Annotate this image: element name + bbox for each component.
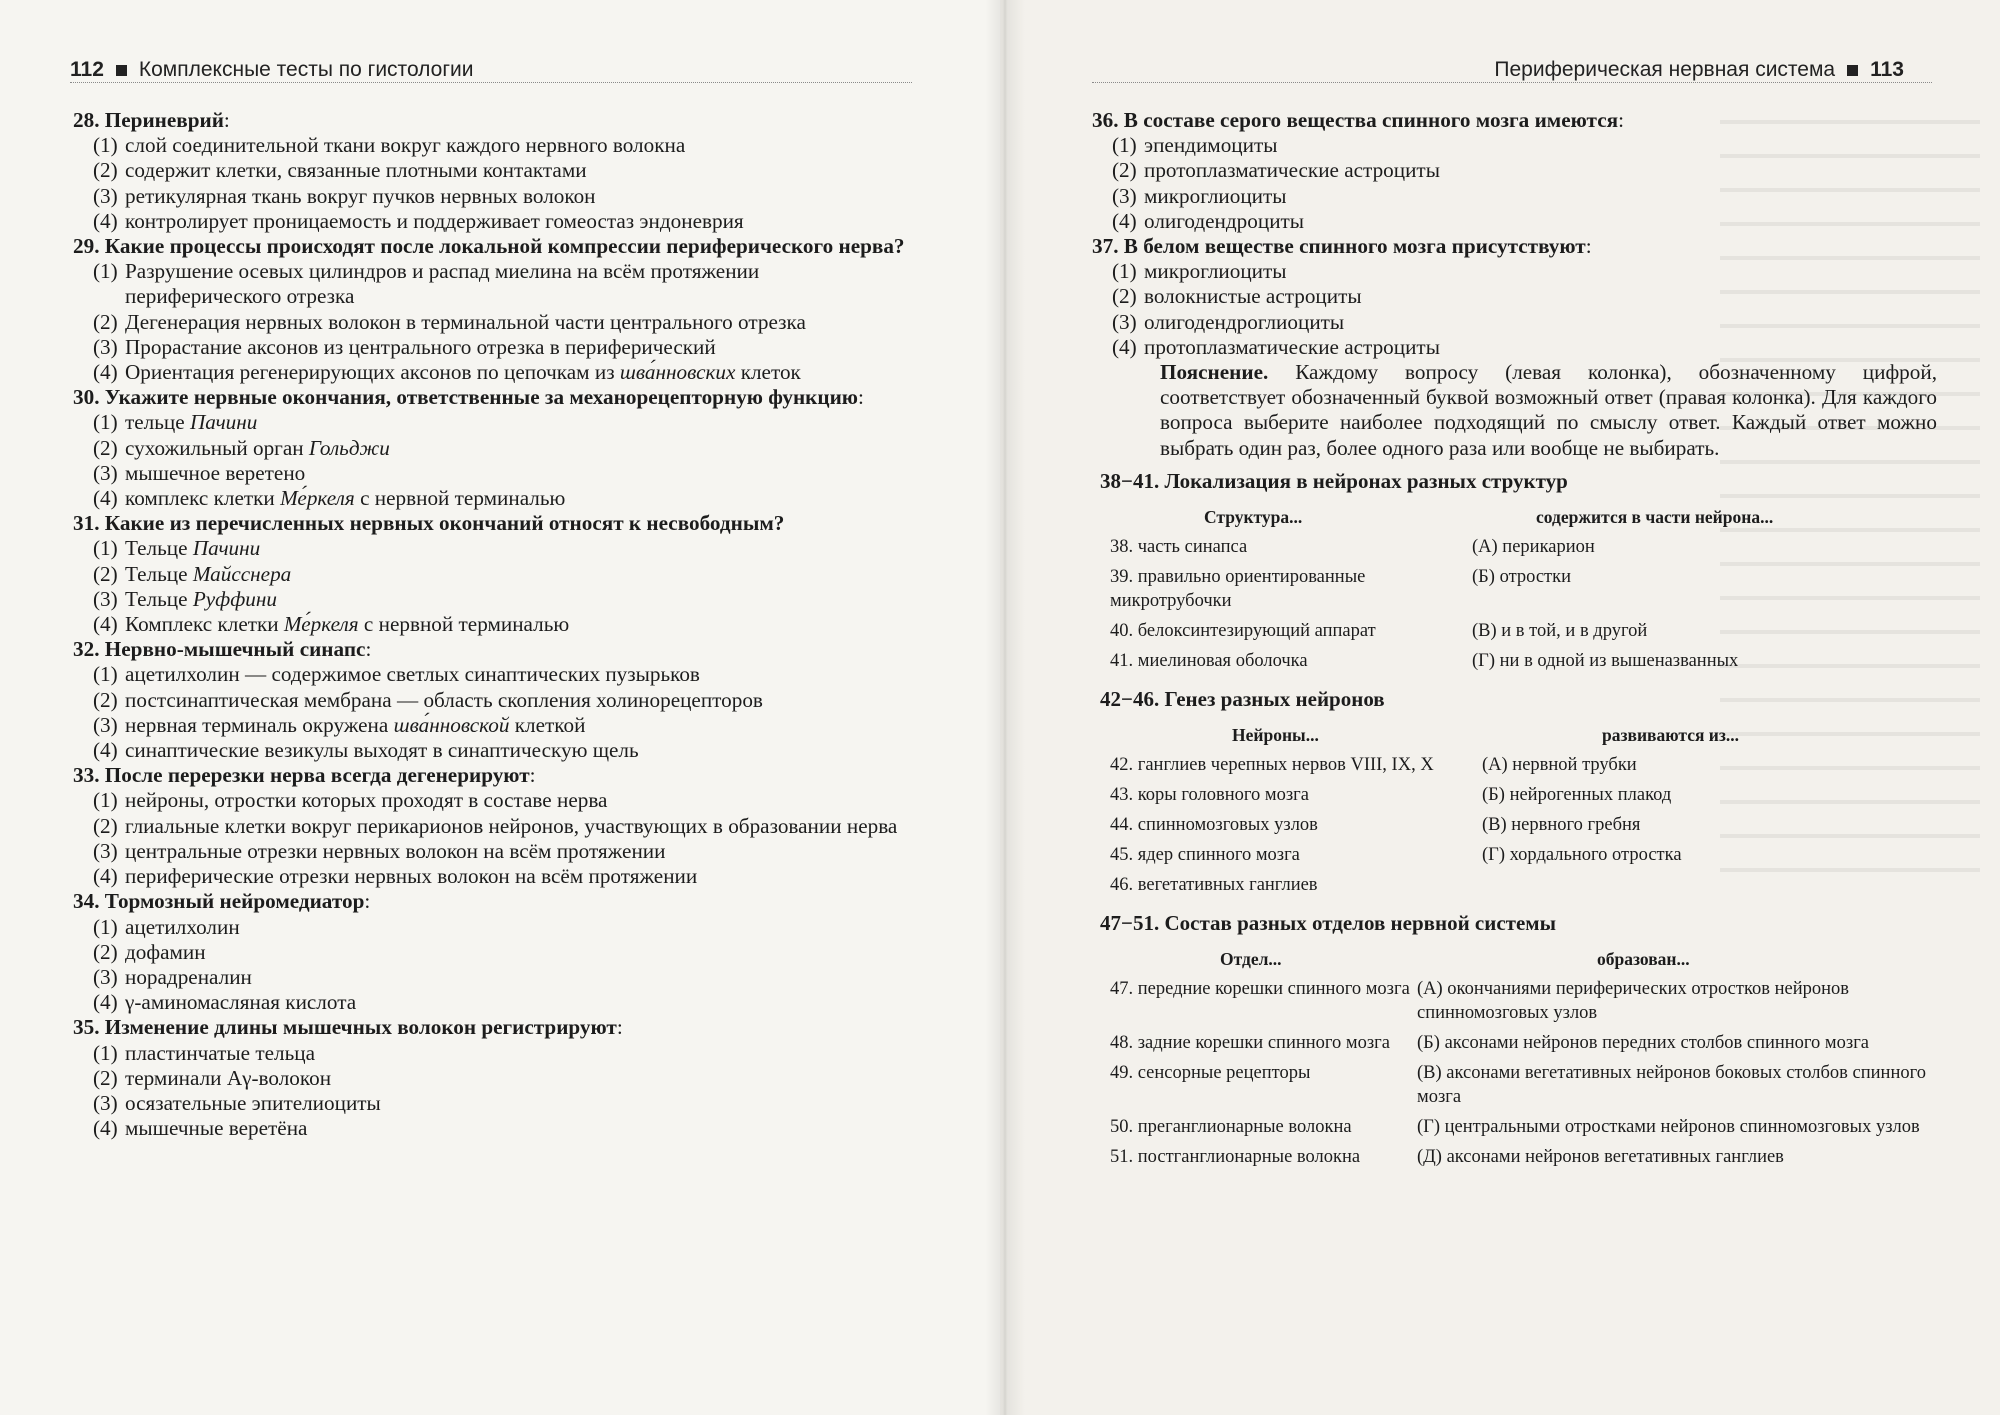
- option-text: олигодендроциты: [1144, 208, 1305, 233]
- matching-answer: (В) аксонами вегетативных нейронов боковых столбов спинного мозга: [1417, 1062, 1926, 1107]
- option-number: (3): [93, 838, 118, 863]
- answer-option: [73, 662, 913, 687]
- question-text: Изменение длины мышечных волокон регистрируют: [104, 1015, 617, 1040]
- option-text: мышечное веретено: [125, 460, 306, 485]
- option-text: осязательные эпителиоциты: [125, 1090, 381, 1115]
- left-page-number: 112: [70, 58, 104, 81]
- matching-item: 44. спинномозговых узлов: [1110, 814, 1318, 835]
- question-text: Какие процессы происходят после локальной компрессии периферического нерва?: [104, 234, 905, 259]
- question-text: Периневрий: [104, 108, 224, 132]
- option-number: (1): [93, 410, 118, 435]
- answer-option: [73, 335, 913, 360]
- option-text: Разрушение осевых цилиндров и распад миелина на всём протяжении периферического отрезка: [125, 259, 760, 309]
- question-text: В белом веществе спинного мозга присутствуют: [1123, 234, 1586, 259]
- matching-row: [1092, 649, 1937, 673]
- answer-option: [73, 158, 913, 183]
- right-question-column: [1092, 108, 1937, 1175]
- answer-option: [73, 259, 913, 309]
- option-number: (2): [93, 158, 118, 183]
- option-text: нервная терминаль окружена: [125, 712, 394, 737]
- answer-option: [73, 788, 913, 813]
- option-number: (4): [93, 738, 118, 763]
- question-number: 32.: [73, 637, 105, 662]
- question-number: 37.: [1092, 234, 1124, 259]
- option-text: Комплекс клетки: [125, 612, 284, 637]
- answer-option: [73, 1066, 913, 1091]
- matching-left-header: Структура...: [1204, 506, 1303, 527]
- matching-right-header: содержится в части нейрона...: [1536, 506, 1774, 527]
- option-text: ацетилхолин — содержимое светлых синаптических пузырьков: [125, 662, 700, 687]
- option-number: (1): [93, 788, 118, 813]
- matching-answer: (Д) аксонами нейронов вегетативных ганглиев: [1417, 1146, 1784, 1167]
- matching-answer: (Г) ни в одной из вышеназванных: [1472, 650, 1739, 671]
- matching-column-headers: [1092, 723, 1937, 747]
- answer-option: [73, 738, 913, 763]
- option-text: волокнистые астроциты: [1144, 284, 1362, 309]
- matching-left-header: Нейроны...: [1232, 724, 1319, 745]
- answer-option: [73, 688, 913, 713]
- question-text: Нервно-мышечный синапс: [104, 637, 366, 662]
- matching-row: [1092, 873, 1937, 897]
- option-number: (1): [93, 133, 118, 158]
- option-number: (2): [1112, 158, 1137, 183]
- answer-option: [73, 940, 913, 965]
- matching-item: 49. сенсорные рецепторы: [1110, 1062, 1311, 1083]
- option-number: (1): [1112, 133, 1137, 158]
- matching-answer: [1482, 873, 1937, 897]
- question-number: 33.: [73, 763, 105, 788]
- option-text: синаптические везикулы выходят в синаптическую щель: [125, 738, 639, 763]
- answer-option: [73, 1041, 913, 1066]
- matching-row: [1092, 535, 1937, 559]
- matching-item: 51. постганглионарные волокна: [1110, 1146, 1361, 1167]
- matching-title: 38−41. Локализация в нейронах разных структур: [1100, 468, 1568, 493]
- option-number: (4): [1112, 334, 1137, 359]
- option-text: содержит клетки, связанные плотными контактами: [125, 158, 587, 183]
- matching-title: 42−46. Генез разных нейронов: [1100, 686, 1385, 711]
- option-italic-term: Ме́ркеля: [280, 486, 355, 511]
- answer-option: [1092, 158, 1937, 183]
- matching-answer: (А) окончаниями периферических отростков нейронов спинномозговых узлов: [1417, 978, 1850, 1023]
- option-text: Ориентация регенерирующих аксонов по цепочкам из: [125, 360, 620, 385]
- option-text: нейроны, отростки которых проходят в составе нерва: [125, 788, 608, 813]
- matching-item: 46. вегетативных ганглиев: [1110, 874, 1318, 895]
- matching-item: 47. передние корешки спинного мозга: [1110, 978, 1410, 999]
- matching-answer: (А) перикарион: [1472, 536, 1595, 557]
- matching-item: 43. коры головного мозга: [1110, 784, 1309, 805]
- option-text: глиальные клетки вокруг перикарионов нейронов, участвующих в образовании нерва: [125, 813, 898, 838]
- question-number: 28.: [73, 108, 105, 132]
- matching-right-header: образован...: [1597, 948, 1690, 969]
- instruction-label: Пояснение.: [1160, 360, 1269, 385]
- answer-option: [73, 990, 913, 1015]
- answer-option: [73, 965, 913, 990]
- option-number: (1): [93, 662, 118, 687]
- option-number: (1): [93, 536, 118, 561]
- option-number: (4): [93, 990, 118, 1015]
- option-text: терминали Aγ-волокон: [125, 1065, 332, 1090]
- option-text: контролирует проницаемость и поддерживает гомеостаз эндоневрия: [125, 208, 744, 233]
- question-colon: :: [1618, 108, 1624, 132]
- option-italic-term: Гольджи: [308, 435, 390, 460]
- question-stem: [73, 234, 913, 259]
- question-text: Какие из перечисленных нервных окончаний относят к несвободным?: [104, 511, 785, 536]
- question-stem: [73, 763, 913, 788]
- option-number: (3): [93, 964, 118, 989]
- option-number: (2): [93, 309, 118, 334]
- answer-option: [73, 133, 913, 158]
- answer-option: [1092, 184, 1937, 209]
- option-text: Прорастание аксонов из центрального отрезка в периферический: [125, 334, 716, 359]
- answer-option: [73, 184, 913, 209]
- option-text: протоплазматические астроциты: [1144, 158, 1440, 183]
- question-stem: [73, 1015, 913, 1040]
- matching-row: [1092, 843, 1937, 867]
- option-number: (1): [93, 259, 118, 284]
- answer-option: [73, 1116, 913, 1141]
- answer-option: [1092, 209, 1937, 234]
- option-text: мышечные веретёна: [125, 1116, 308, 1141]
- square-bullet-icon: [1847, 65, 1858, 76]
- matching-row: [1092, 1061, 1937, 1109]
- option-number: (2): [93, 687, 118, 712]
- option-text: Тельце: [125, 536, 193, 561]
- option-italic-term: Майсснера: [192, 561, 292, 586]
- question-stem: [1092, 108, 1937, 133]
- answer-option: [73, 587, 913, 612]
- answer-option: [1092, 259, 1937, 284]
- answer-option: [73, 360, 913, 385]
- option-text: тельце: [125, 410, 190, 435]
- option-number: (3): [93, 586, 118, 611]
- matching-item: 40. белоксинтезирующий аппарат: [1110, 620, 1376, 641]
- question-stem: [73, 385, 913, 410]
- option-number: (2): [93, 561, 118, 586]
- option-number: (3): [93, 183, 118, 208]
- option-text: постсинаптическая мембрана — область скопления холинорецепторов: [125, 687, 763, 712]
- answer-option: [73, 436, 913, 461]
- answer-option: [73, 562, 913, 587]
- matching-row: [1092, 1145, 1937, 1169]
- matching-item: 39. правильно ориентированные микротрубочки: [1110, 566, 1366, 611]
- answer-option: [73, 1091, 913, 1116]
- option-number: (4): [1112, 208, 1137, 233]
- question-number: 34.: [73, 889, 105, 914]
- option-text: Тельце: [125, 586, 193, 611]
- option-text-tail: клеткой: [509, 712, 586, 737]
- option-number: (2): [93, 813, 118, 838]
- option-number: (1): [93, 914, 118, 939]
- matching-right-header: развиваются из...: [1602, 724, 1740, 745]
- option-number: (2): [93, 939, 118, 964]
- square-bullet-icon: [116, 65, 127, 76]
- answer-option: [73, 486, 913, 511]
- option-text: микроглиоциты: [1144, 183, 1287, 208]
- matching-answer: (В) и в той, и в другой: [1472, 620, 1648, 641]
- matching-row: [1092, 619, 1937, 643]
- answer-option: [73, 915, 913, 940]
- question-number: 36.: [1092, 108, 1124, 132]
- option-text: Тельце: [125, 561, 193, 586]
- option-italic-term: Ме́ркеля: [283, 612, 359, 637]
- option-number: (1): [1112, 259, 1137, 284]
- matching-answer: (Г) центральными отростками нейронов спинномозговых узлов: [1417, 1116, 1920, 1137]
- question-number: 35.: [73, 1015, 105, 1040]
- matching-item: 42. ганглиев черепных нервов VIII, IX, X: [1110, 754, 1434, 775]
- question-colon: :: [858, 385, 864, 410]
- matching-row: [1092, 1115, 1937, 1139]
- answer-option: [73, 839, 913, 864]
- answer-option: [73, 310, 913, 335]
- option-text: слой соединительной ткани вокруг каждого нервного волокна: [125, 133, 686, 158]
- question-colon: :: [616, 1015, 623, 1040]
- answer-option: [73, 536, 913, 561]
- question-text: После перерезки нерва всегда дегенерируют: [104, 763, 530, 788]
- answer-option: [1092, 310, 1937, 335]
- option-text-tail: с нервной терминалью: [354, 486, 566, 511]
- option-number: (3): [93, 712, 118, 737]
- matching-item: 45. ядер спинного мозга: [1110, 844, 1300, 865]
- question-stem: [73, 511, 913, 536]
- right-page-number: 113: [1870, 58, 1904, 81]
- option-number: (3): [93, 334, 118, 359]
- option-text: протоплазматические астроциты: [1144, 334, 1440, 359]
- option-text: Дегенерация нервных волокон в терминальной части центрального отрезка: [125, 309, 806, 334]
- option-text-tail: с нервной терминалью: [358, 612, 570, 637]
- option-number: (4): [93, 612, 118, 637]
- question-number: 30.: [73, 385, 105, 410]
- option-italic-term: шва́нновских: [619, 360, 736, 385]
- matching-section: [1092, 469, 1937, 673]
- option-text: эпендимоциты: [1144, 133, 1278, 158]
- option-number: (4): [93, 208, 118, 233]
- answer-option: [1092, 335, 1937, 360]
- matching-left-header: Отдел...: [1220, 948, 1282, 969]
- answer-option: [73, 410, 913, 435]
- option-text: ацетилхолин: [125, 914, 240, 939]
- matching-section: [1092, 911, 1937, 1169]
- right-running-head: Периферическая нервная система: [1494, 58, 1836, 81]
- left-question-column: [73, 108, 913, 1141]
- matching-item: 38. часть синапса: [1110, 536, 1248, 557]
- instruction-note: [1092, 360, 1937, 461]
- matching-item: 50. преганглионарные волокна: [1110, 1116, 1352, 1137]
- option-text: сухожильный орган: [125, 435, 309, 460]
- matching-item: 48. задние корешки спинного мозга: [1110, 1032, 1390, 1053]
- option-italic-term: Пачини: [189, 410, 258, 435]
- matching-row: [1092, 1031, 1937, 1055]
- matching-row: [1092, 565, 1937, 613]
- matching-answer: (Б) отростки: [1472, 566, 1572, 587]
- option-number: (1): [93, 1040, 118, 1065]
- matching-section: [1092, 687, 1937, 897]
- answer-option: [73, 864, 913, 889]
- question-colon: :: [1585, 234, 1592, 259]
- matching-column-headers: [1092, 505, 1937, 529]
- answer-option: [73, 713, 913, 738]
- matching-answer: (Б) аксонами нейронов передних столбов спинного мозга: [1417, 1032, 1869, 1053]
- option-number: (4): [93, 1116, 118, 1141]
- option-text: периферические отрезки нервных волокон на всём протяжении: [125, 864, 698, 889]
- option-italic-term: Пачини: [192, 536, 261, 561]
- right-header-rule: [1092, 82, 1932, 83]
- matching-row: [1092, 783, 1937, 807]
- book-spine-shadow: [985, 0, 1025, 1415]
- option-italic-term: шва́нновской: [393, 712, 510, 737]
- option-italic-term: Руффини: [192, 586, 277, 611]
- option-text: олигодендроглиоциты: [1144, 309, 1345, 334]
- answer-option: [1092, 133, 1937, 158]
- left-header-rule: [70, 82, 912, 83]
- option-text: пластинчатые тельца: [125, 1040, 316, 1065]
- option-text: норадреналин: [125, 964, 252, 989]
- matching-answer: (Б) нейрогенных плакод: [1482, 784, 1672, 805]
- answer-option: [1092, 284, 1937, 309]
- option-number: (3): [93, 460, 118, 485]
- option-text: центральные отрезки нервных волокон на всём протяжении: [125, 838, 666, 863]
- option-number: (2): [93, 435, 118, 460]
- question-colon: :: [529, 763, 536, 788]
- question-text: Тормозный нейромедиатор: [104, 889, 365, 914]
- option-text: ретикулярная ткань вокруг пучков нервных волокон: [125, 183, 596, 208]
- option-number: (2): [93, 1065, 118, 1090]
- matching-row: [1092, 813, 1937, 837]
- answer-option: [73, 461, 913, 486]
- answer-option: [73, 209, 913, 234]
- question-stem: [1092, 234, 1937, 259]
- question-colon: :: [365, 637, 372, 662]
- question-number: 31.: [73, 511, 105, 536]
- left-running-head: Комплексные тесты по гистологии: [138, 58, 474, 81]
- option-number: (4): [93, 360, 118, 385]
- option-text: комплекс клетки: [125, 486, 281, 511]
- option-number: (3): [1112, 309, 1137, 334]
- instruction-text: Каждому вопросу (левая колонка), обозначенному цифрой, соответствует обозначенный буквой возможный ответ (правая колонка). Для каждого вопроса выберите наиболее подходящий по смыслу ответ. Каждый ответ можно выбрать один раз, более одного раза или вообще не выбирать.: [1160, 360, 1937, 460]
- question-colon: :: [223, 108, 230, 132]
- question-number: 29.: [73, 234, 105, 259]
- matching-row: [1092, 977, 1937, 1025]
- option-text: дофамин: [125, 939, 206, 964]
- option-text-tail: клеток: [735, 360, 801, 385]
- question-text: В составе серого вещества спинного мозга имеются: [1123, 108, 1619, 132]
- matching-answer: (А) нервной трубки: [1482, 754, 1637, 775]
- answer-option: [73, 612, 913, 637]
- question-colon: :: [364, 889, 371, 914]
- answer-option: [73, 814, 913, 839]
- question-stem: [73, 108, 913, 133]
- question-stem: [73, 889, 913, 914]
- option-number: (4): [93, 486, 118, 511]
- question-stem: [73, 637, 913, 662]
- question-text: Укажите нервные окончания, ответственные за механорецепторную функцию: [104, 385, 859, 410]
- matching-answer: (В) нервного гребня: [1482, 814, 1641, 835]
- matching-answer: (Г) хордального отростка: [1482, 844, 1682, 865]
- matching-row: [1092, 753, 1937, 777]
- option-number: (3): [93, 1090, 118, 1115]
- matching-title: 47−51. Состав разных отделов нервной системы: [1100, 910, 1557, 935]
- option-text: γ-аминомасляная кислота: [125, 990, 357, 1015]
- matching-column-headers: [1092, 947, 1937, 971]
- option-number: (2): [1112, 284, 1137, 309]
- option-text: микроглиоциты: [1144, 259, 1287, 284]
- matching-item: 41. миелиновая оболочка: [1110, 650, 1308, 671]
- option-number: (4): [93, 864, 118, 889]
- option-number: (3): [1112, 183, 1137, 208]
